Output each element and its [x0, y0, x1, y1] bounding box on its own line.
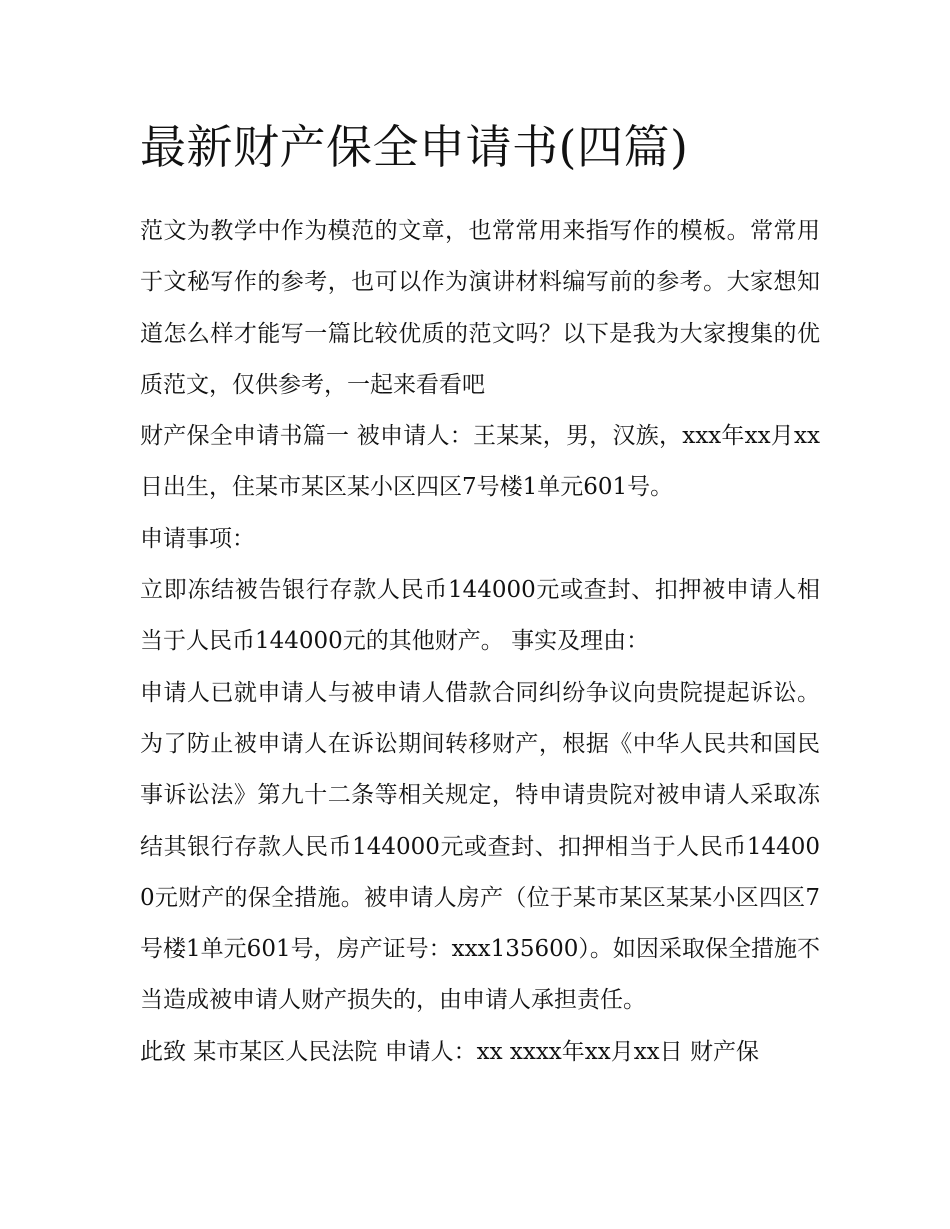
paragraph-intro: 范文为教学中作为模范的文章，也常常用来指写作的模板。常常用于文秘写作的参考，也可以作为演讲材料编写前的参考。大家想知道怎么样才能写一篇比较优质的范文吗？以下是我为大家搜集的优质范文，仅供参考，一起来看看吧	[140, 218, 820, 398]
paragraph-respondent: 财产保全申请书篇一 被申请人：王某某，男，汉族，xxx年xx月xx日出生，住某市某区某小区四区7号楼1单元601号。	[140, 423, 820, 501]
paragraph-closing: 此致 某市某区人民法院 申请人：xx xxxx年xx月xx日 财产保	[140, 1038, 759, 1065]
document-page	[140, 112, 820, 1078]
paragraph-request-items: 立即冻结被告银行存款人民币144000元或查封、扣押被申请人相当于人民币144000元的其他财产。 事实及理由：	[140, 577, 820, 655]
paragraph-request-heading: 申请事项：	[140, 525, 255, 552]
document-title: 最新财产保全申请书(四篇)	[140, 120, 689, 174]
paragraph-facts-reasons: 申请人已就申请人与被申请人借款合同纠纷争议向贵院提起诉讼。为了防止被申请人在诉讼期间转移财产，根据《中华人民共和国民事诉讼法》第九十二条等相关规定，特申请贵院对被申请人采取冻结其银行存款人民币144000元或查封、扣押相当于人民币144000元财产的保全措施。被申请人房产（位于某市某区某某小区四区7号楼1单元601号，房产证号：xxx135600）。如因采取保全措施不当造成被申请人财产损失的，由申请人承担责任。	[140, 679, 820, 1014]
